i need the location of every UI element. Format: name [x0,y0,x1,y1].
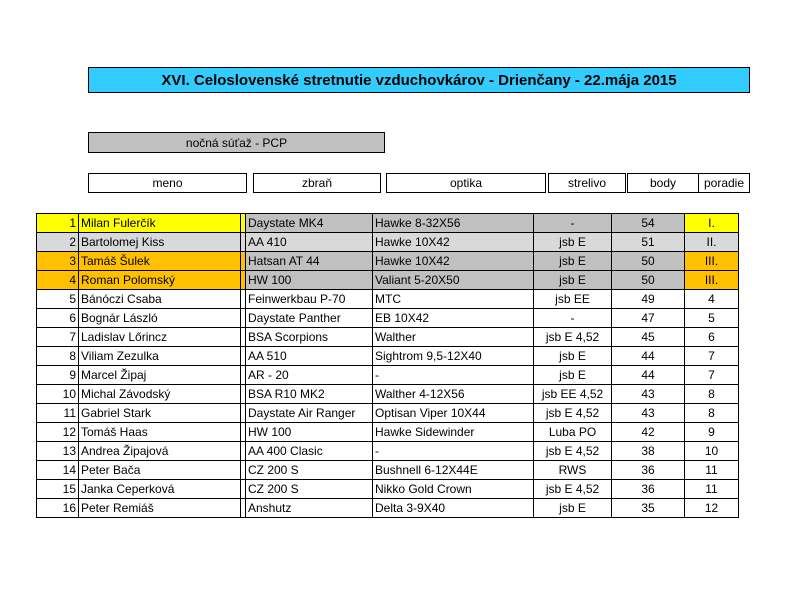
table-row [37,328,739,347]
table-row [37,271,739,290]
optics-cell: Sightrom 9,5-12X40 [373,347,534,366]
table-row [37,347,739,366]
points-cell: 43 [612,385,685,404]
points-cell: 54 [612,214,685,233]
table-row [37,366,739,385]
points-cell: 36 [612,461,685,480]
gun-cell: HW 100 [246,271,373,290]
rank-number-cell: 14 [37,461,79,480]
rank-number-cell: 16 [37,499,79,518]
ammo-cell: jsb E [534,499,612,518]
optics-cell: Delta 3-9X40 [373,499,534,518]
table-row [37,461,739,480]
optics-cell: Hawke 10X42 [373,233,534,252]
rank-number-cell: 5 [37,290,79,309]
name-cell: Roman Polomský [79,271,241,290]
gun-cell: Feinwerkbau P-70 [246,290,373,309]
points-cell: 35 [612,499,685,518]
rank-cell: 4 [685,290,739,309]
table-row [37,404,739,423]
table-row [37,309,739,328]
gun-cell: AR - 20 [246,366,373,385]
optics-cell: EB 10X42 [373,309,534,328]
optics-cell: Walther [373,328,534,347]
name-cell: Viliam Zezulka [79,347,241,366]
table-row [37,233,739,252]
competition-subtitle: nočná súťaž - PCP [88,132,385,153]
rank-cell: 8 [685,385,739,404]
name-cell: Peter Remiáš [79,499,241,518]
rank-cell: 7 [685,347,739,366]
table-row [37,423,739,442]
table-row [37,442,739,461]
rank-cell: 9 [685,423,739,442]
rank-cell: III. [685,252,739,271]
gun-cell: AA 400 Clasic [246,442,373,461]
ammo-cell: jsb E 4,52 [534,404,612,423]
ammo-cell: jsb EE [534,290,612,309]
optics-cell: MTC [373,290,534,309]
points-cell: 42 [612,423,685,442]
optics-cell: Hawke 10X42 [373,252,534,271]
rank-cell: 6 [685,328,739,347]
rank-cell: II. [685,233,739,252]
gun-cell: BSA R10 MK2 [246,385,373,404]
rank-cell: 5 [685,309,739,328]
page-title: XVI. Celoslovenské stretnutie vzduchovkárov - Drienčany - 22.mája 2015 [88,67,750,93]
ammo-cell: RWS [534,461,612,480]
rank-number-cell: 9 [37,366,79,385]
gun-cell: Daystate Air Ranger [246,404,373,423]
table-row [37,480,739,499]
optics-cell: - [373,442,534,461]
header-points: body [627,173,699,193]
gun-cell: AA 410 [246,233,373,252]
gun-cell: CZ 200 S [246,461,373,480]
header-optics: optika [386,173,546,193]
rank-number-cell: 7 [37,328,79,347]
rank-number-cell: 4 [37,271,79,290]
rank-cell: 11 [685,461,739,480]
ammo-cell: jsb E 4,52 [534,442,612,461]
ammo-cell: jsb E [534,366,612,385]
points-cell: 36 [612,480,685,499]
rank-cell: III. [685,271,739,290]
results-body [37,214,739,518]
header-ammo: strelivo [548,173,626,193]
rank-number-cell: 8 [37,347,79,366]
optics-cell: Bushnell 6-12X44E [373,461,534,480]
header-rank: poradie [698,173,750,193]
results-table [36,213,739,518]
rank-number-cell: 15 [37,480,79,499]
gun-cell: AA 510 [246,347,373,366]
rank-cell: 11 [685,480,739,499]
ammo-cell: jsb E 4,52 [534,328,612,347]
gun-cell: HW 100 [246,423,373,442]
name-cell: Marcel Žipaj [79,366,241,385]
ammo-cell: Luba PO [534,423,612,442]
points-cell: 47 [612,309,685,328]
name-cell: Bognár László [79,309,241,328]
ammo-cell: - [534,214,612,233]
points-cell: 38 [612,442,685,461]
rank-number-cell: 10 [37,385,79,404]
table-row [37,252,739,271]
table-row [37,214,739,233]
gun-cell: Hatsan AT 44 [246,252,373,271]
gun-cell: Anshutz [246,499,373,518]
gun-cell: Daystate MK4 [246,214,373,233]
name-cell: Milan Fulerčík [79,214,241,233]
rank-number-cell: 2 [37,233,79,252]
points-cell: 50 [612,252,685,271]
name-cell: Janka Ceperková [79,480,241,499]
header-name: meno [88,173,247,193]
optics-cell: Walther 4-12X56 [373,385,534,404]
ammo-cell: jsb E 4,52 [534,480,612,499]
name-cell: Tamáš Šulek [79,252,241,271]
name-cell: Ladislav Lőrincz [79,328,241,347]
rank-cell: 12 [685,499,739,518]
rank-number-cell: 11 [37,404,79,423]
ammo-cell: - [534,309,612,328]
optics-cell: Nikko Gold Crown [373,480,534,499]
rank-number-cell: 6 [37,309,79,328]
name-cell: Gabriel Stark [79,404,241,423]
rank-number-cell: 3 [37,252,79,271]
rank-number-cell: 1 [37,214,79,233]
ammo-cell: jsb E [534,233,612,252]
points-cell: 44 [612,366,685,385]
gun-cell: BSA Scorpions [246,328,373,347]
name-cell: Andrea Žipajová [79,442,241,461]
ammo-cell: jsb E [534,347,612,366]
rank-number-cell: 12 [37,423,79,442]
rank-cell: I. [685,214,739,233]
optics-cell: Valiant 5-20X50 [373,271,534,290]
ammo-cell: jsb EE 4,52 [534,385,612,404]
header-gun: zbraň [253,173,381,193]
optics-cell: Hawke 8-32X56 [373,214,534,233]
table-row [37,290,739,309]
points-cell: 51 [612,233,685,252]
points-cell: 44 [612,347,685,366]
points-cell: 43 [612,404,685,423]
name-cell: Tomáš Haas [79,423,241,442]
points-cell: 50 [612,271,685,290]
rank-cell: 8 [685,404,739,423]
name-cell: Michal Závodský [79,385,241,404]
gun-cell: CZ 200 S [246,480,373,499]
rank-cell: 10 [685,442,739,461]
optics-cell: Optisan Viper 10X44 [373,404,534,423]
table-row [37,385,739,404]
optics-cell: Hawke Sidewinder [373,423,534,442]
name-cell: Bartolomej Kiss [79,233,241,252]
table-row [37,499,739,518]
ammo-cell: jsb E [534,271,612,290]
name-cell: Peter Bača [79,461,241,480]
rank-number-cell: 13 [37,442,79,461]
points-cell: 49 [612,290,685,309]
points-cell: 45 [612,328,685,347]
ammo-cell: jsb E [534,252,612,271]
name-cell: Bánóczi Csaba [79,290,241,309]
gun-cell: Daystate Panther [246,309,373,328]
rank-cell: 7 [685,366,739,385]
optics-cell: - [373,366,534,385]
